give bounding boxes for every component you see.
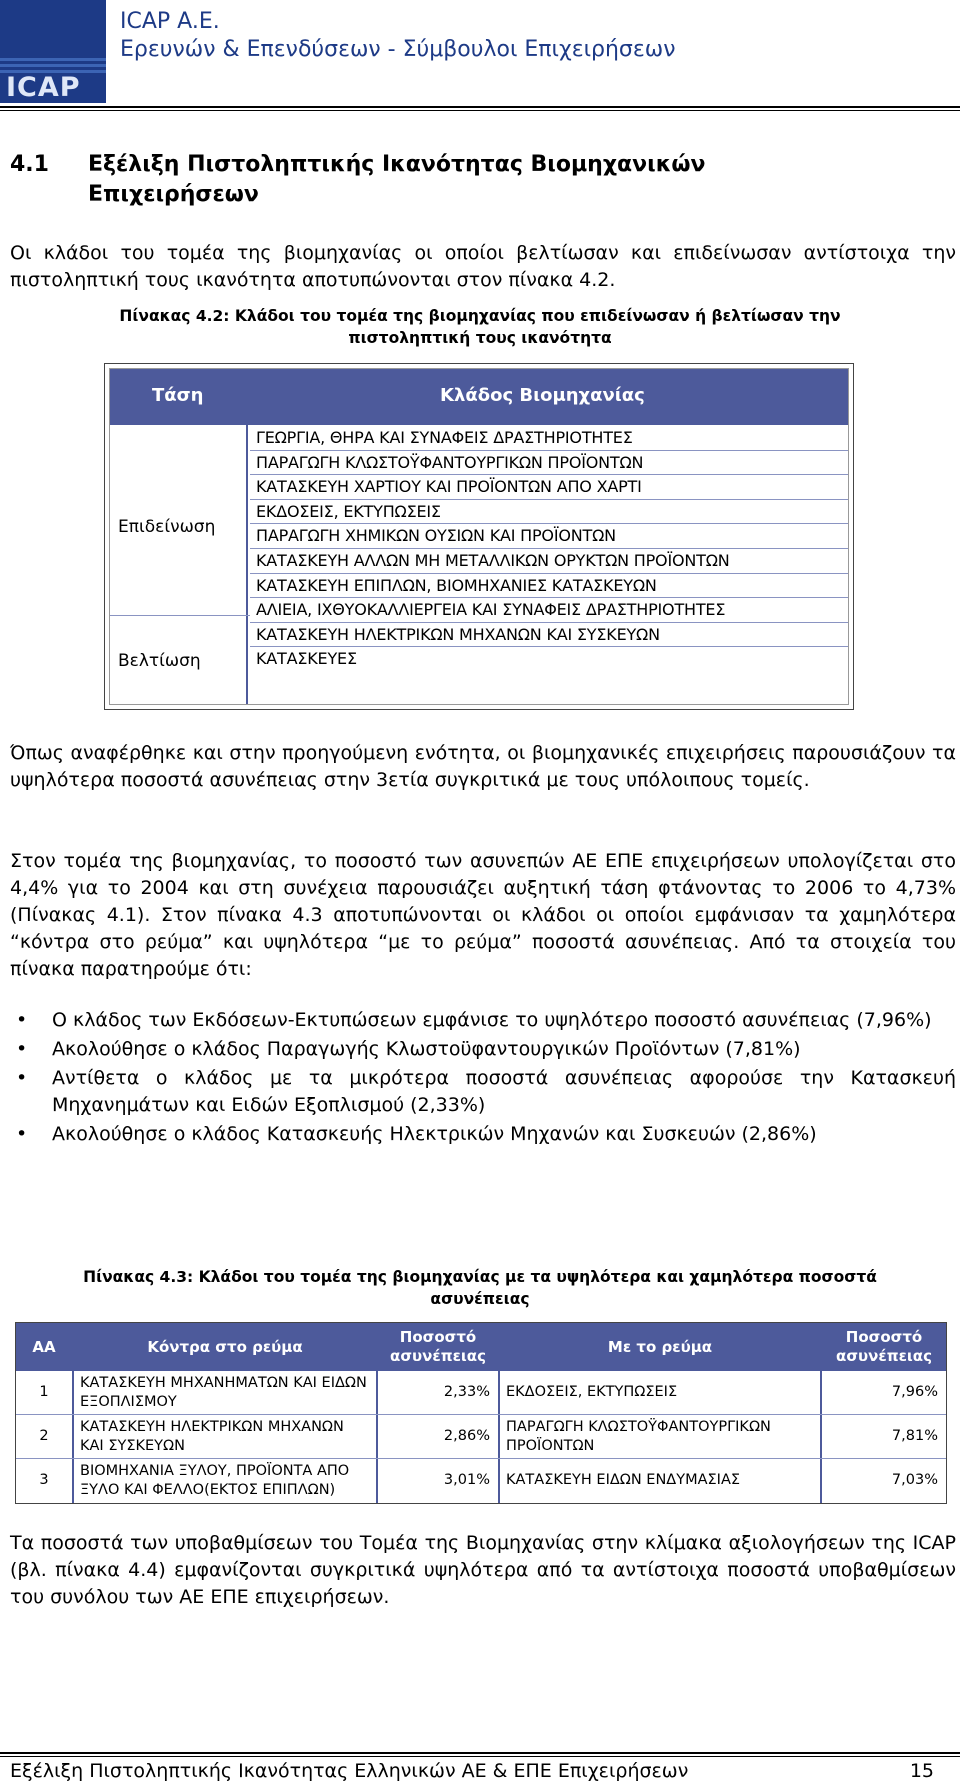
table-row <box>16 1371 946 1415</box>
header-rule-thin <box>0 110 960 111</box>
group-improved: Βελτίωση <box>118 651 201 671</box>
page-header <box>0 0 960 108</box>
col-trend: Τάση <box>152 385 204 406</box>
table-4-2 <box>104 363 854 710</box>
table-row: ΓΕΩΡΓΙΑ, ΘΗΡΑ ΚΑΙ ΣΥΝΑΦΕΙΣ ΔΡΑΣΤΗΡΙΟΤΗΤΕΣ <box>250 426 848 451</box>
list-item: • Ακολούθησε ο κλάδος Παραγωγής Κλωστοϋφαντουργικών Προϊόντων (7,81%) <box>10 1036 956 1063</box>
list-item: • Ακολούθησε ο κλάδος Κατασκευής Ηλεκτρικών Μηχανών και Συσκευών (2,86%) <box>10 1121 956 1148</box>
col-contra: Κόντρα στο ρεύμα <box>147 1338 303 1356</box>
table43-caption: Πίνακας 4.3: Κλάδοι του τομέα της βιομηχανίας με τα υψηλότερα και χαμηλότερα ποσοστά ασυνέπειας <box>83 1268 877 1308</box>
section-number: 4.1 <box>10 152 49 177</box>
row-pct1: 3,01% <box>443 1472 490 1488</box>
footer-title: Εξέλιξη Πιστοληπτικής Ικανότητας Ελληνικών ΑΕ & ΕΠΕ Επιχειρήσεων <box>10 1760 689 1782</box>
table-row: ΠΑΡΑΓΩΓΗ ΚΛΩΣΤΟΫΦΑΝΤΟΥΡΓΙΚΩΝ ΠΡΟΪΟΝΤΩΝ <box>250 451 848 476</box>
table-row: ΚΑΤΑΣΚΕΥΕΣ <box>256 649 357 669</box>
icap-logo <box>0 0 106 103</box>
company-line1: ICAP A.E. <box>120 9 220 34</box>
row-pct2: 7,81% <box>891 1428 938 1444</box>
row-with: ΠΑΡΑΓΩΓΗ ΚΛΩΣΤΟΫΦΑΝΤΟΥΡΓΙΚΩΝ ΠΡΟΪΟΝΤΩΝ <box>506 1419 771 1454</box>
table42-caption: Πίνακας 4.2: Κλάδοι του τομέα της βιομηχανίας που επιδείνωσαν ή βελτίωσαν την πιστοληπτική τους ικανότητα <box>119 307 841 347</box>
paragraph-1: Όπως αναφέρθηκε και στην προηγούμενη ενότητα, οι βιομηχανικές επιχειρήσεις παρουσιάζουν τα υψηλότερα ποσοστά ασυνέπειας στην 3ετία συγκριτικά με τους υπόλοιπους τομείς. <box>10 742 956 791</box>
footer-rule-thin <box>0 1756 960 1757</box>
group-worsened: Επιδείνωση <box>118 517 216 537</box>
table-row: ΚΑΤΑΣΚΕΥΗ ΑΛΛΩΝ ΜΗ ΜΕΤΑΛΛΙΚΩΝ ΟΡΥΚΤΩΝ ΠΡΟΪΟΝΤΩΝ <box>250 549 848 574</box>
bullet-list <box>10 1007 956 1150</box>
company-name <box>120 8 675 64</box>
company-line2: Ερευνών & Επενδύσεων - Σύμβουλοι Επιχειρήσεων <box>120 37 676 62</box>
table42-header <box>110 369 848 425</box>
list-item: • Αντίθετα ο κλάδος με τα μικρότερα ποσοστά ασυνέπειας αφορούσε την Κατασκευή Μηχανημάτων και Ειδών Εξοπλισμού (2,33%) <box>10 1065 956 1119</box>
row-aa: 2 <box>39 1428 49 1444</box>
row-pct2: 7,96% <box>891 1384 938 1400</box>
row-with: ΚΑΤΑΣΚΕΥΗ ΕΙΔΩΝ ΕΝΔΥΜΑΣΙΑΣ <box>506 1472 741 1488</box>
col-pct2: Ποσοστό ασυνέπειας <box>836 1328 932 1365</box>
header-rule <box>0 106 960 108</box>
col-industry: Κλάδος Βιομηχανίας <box>440 385 645 406</box>
table-4-3 <box>15 1322 947 1504</box>
row-pct1: 2,86% <box>443 1428 490 1444</box>
list-item: • Ο κλάδος των Εκδόσεων-Εκτυπώσεων εμφάνισε το υψηλότερο ποσοστό ασυνέπειας (7,96%) <box>10 1007 956 1034</box>
row-contra: ΒΙΟΜΗΧΑΝΙΑ ΞΥΛΟΥ, ΠΡΟΪΟΝΤΑ ΑΠΟ ΞΥΛΟ ΚΑΙ ΦΕΛΛΟ(ΕΚΤΟΣ ΕΠΙΠΛΩΝ) <box>80 1463 350 1498</box>
table-row <box>16 1415 946 1459</box>
footer-rule <box>0 1752 960 1754</box>
row-contra: ΚΑΤΑΣΚΕΥΗ ΗΛΕΚΤΡΙΚΩΝ ΜΗΧΑΝΩΝ ΚΑΙ ΣΥΣΚΕΥΩΝ <box>80 1419 344 1454</box>
table-row: ΚΑΤΑΣΚΕΥΗ ΗΛΕΚΤΡΙΚΩΝ ΜΗΧΑΝΩΝ ΚΑΙ ΣΥΣΚΕΥΩΝ <box>250 623 848 648</box>
table-row: ΑΛΙΕΙΑ, ΙΧΘΥΟΚΑΛΛΙΕΡΓΕΙΑ ΚΑΙ ΣΥΝΑΦΕΙΣ ΔΡΑΣΤΗΡΙΟΤΗΤΕΣ <box>250 598 848 623</box>
table-row: ΠΑΡΑΓΩΓΗ ΧΗΜΙΚΩΝ ΟΥΣΙΩΝ ΚΑΙ ΠΡΟΪΟΝΤΩΝ <box>250 524 848 549</box>
row-aa: 3 <box>39 1472 49 1488</box>
table-row: ΚΑΤΑΣΚΕΥΗ ΧΑΡΤΙΟΥ ΚΑΙ ΠΡΟΪΟΝΤΩΝ ΑΠΟ ΧΑΡΤΙ <box>250 475 848 500</box>
col-with: Με το ρεύμα <box>607 1338 713 1356</box>
page-number: 15 <box>909 1760 934 1782</box>
row-with: ΕΚΔΟΣΕΙΣ, ΕΚΤΥΠΩΣΕΙΣ <box>506 1384 678 1400</box>
row-pct1: 2,33% <box>443 1384 490 1400</box>
row-aa: 1 <box>39 1384 49 1400</box>
table-row: ΚΑΤΑΣΚΕΥΗ ΕΠΙΠΛΩΝ, ΒΙΟΜΗΧΑΝΙΕΣ ΚΑΤΑΣΚΕΥΩΝ <box>250 574 848 599</box>
section-title: Εξέλιξη Πιστοληπτικής Ικανότητας Βιομηχανικών Επιχειρήσεων <box>88 152 706 207</box>
logo-text: ICAP <box>6 72 81 103</box>
table43-header <box>16 1323 946 1371</box>
row-pct2: 7,03% <box>891 1472 938 1488</box>
col-pct1: Ποσοστό ασυνέπειας <box>390 1328 486 1365</box>
intro-paragraph: Οι κλάδοι του τομέα της βιομηχανίας οι οποίοι βελτίωσαν και επιδείνωσαν αντίστοιχα την πιστοληπτική τους ικανότητα αποτυπώνονται στον πίνακα 4.2. <box>10 242 956 291</box>
col-aa: ΑΑ <box>32 1338 56 1356</box>
table-row: ΕΚΔΟΣΕΙΣ, ΕΚΤΥΠΩΣΕΙΣ <box>250 500 848 525</box>
paragraph-2: Στον τομέα της βιομηχανίας, το ποσοστό των ασυνεπών ΑΕ ΕΠΕ επιχειρήσεων υπολογίζεται στο 4,4% για το 2004 και στη συνέχεια παρουσιάζει αυξητική τάση φτάνοντας το 2006 το 4,73% (Πίνακας 4.1). Στον πίνακα 4.3 αποτυπώνονται οι κλάδοι οι οποίοι εμφάνισαν τα χαμηλότερα “κόντρα στο ρεύμα” και υψηλότερα “με το ρεύμα” ποσοστά ασυνέπειας. Από τα στοιχεία του πίνακα παρατηρούμε ότι: <box>10 850 956 980</box>
paragraph-3: Τα ποσοστά των υποβαθμίσεων του Τομέα της Βιομηχανίας στην κλίμακα αξιολογήσεων της ICAP (βλ. πίνακα 4.4) εμφανίζονται συγκριτικά υψηλότερα από τα αντίστοιχα ποσοστά υποβαθμίσεων του συνόλου των ΑΕ ΕΠΕ επιχειρήσεων. <box>10 1532 956 1608</box>
row-contra: ΚΑΤΑΣΚΕΥΗ ΜΗΧΑΝΗΜΑΤΩΝ ΚΑΙ ΕΙΔΩΝ ΕΞΟΠΛΙΣΜΟΥ <box>80 1375 367 1410</box>
table-row <box>16 1459 946 1502</box>
